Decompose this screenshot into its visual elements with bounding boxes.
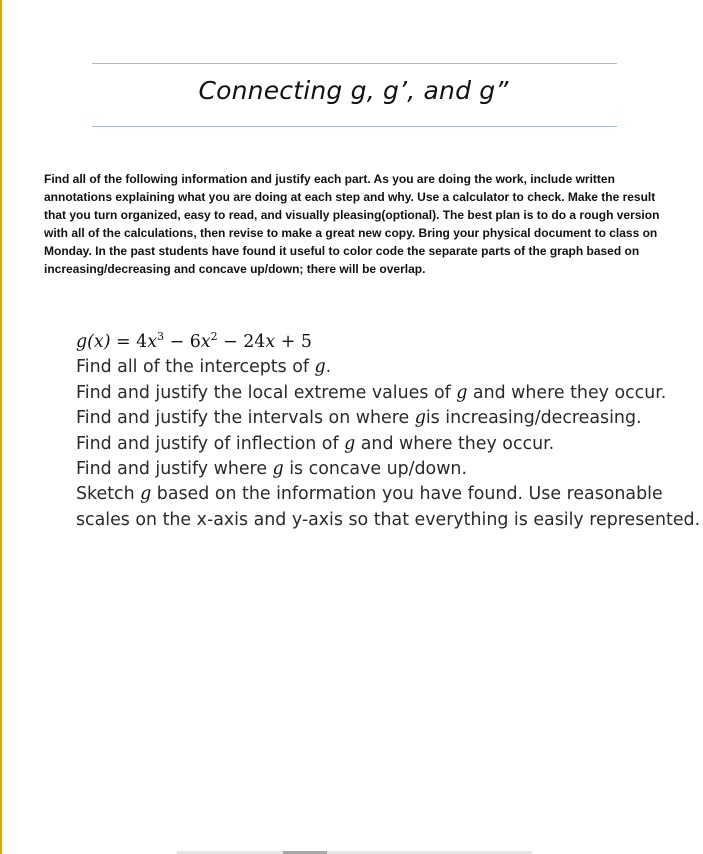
function-definition	[76, 324, 686, 355]
task-intervals-end: is increasing/decreasing.	[425, 408, 642, 429]
term3-var: x	[265, 332, 276, 352]
task-sketch	[76, 482, 686, 507]
task-intercepts-end: .	[325, 357, 332, 378]
task-intervals	[76, 406, 686, 431]
task-intercepts-text: Find all of the intercepts of	[76, 357, 315, 378]
function-lhs: g(x)	[76, 332, 111, 352]
task-sketch-var: g	[140, 484, 152, 505]
task-intercepts-var: g	[314, 357, 326, 378]
task-extreme-end: and where they occur.	[467, 382, 667, 403]
task-sketch-end: based on the information you have found. Use reasonable	[151, 484, 663, 505]
term1-exponent: 3	[157, 330, 165, 343]
title-rule-bottom	[92, 126, 617, 127]
task-extreme-var: g	[456, 382, 468, 403]
term2-exponent: 2	[210, 330, 218, 343]
term1-coef: 4	[136, 332, 148, 352]
function-equals: =	[110, 332, 137, 352]
term3-coef: 24	[243, 332, 266, 352]
title-rule-top	[92, 63, 617, 64]
operator-3: +	[275, 332, 301, 352]
term1-var: x	[147, 332, 158, 352]
task-concavity	[76, 457, 686, 482]
task-inflection-end: and where they occur.	[355, 433, 555, 454]
document-title: Connecting g, g’, and g”	[198, 76, 509, 105]
task-concave-text: Find and justify where	[76, 459, 273, 480]
term2-var: x	[200, 332, 211, 352]
task-intercepts	[76, 355, 686, 380]
instructions-paragraph: Find all of the following information and justify each part. As you are doing the work, include written annotations explaining what you are doing at each step and why. Use a calculator to check. Make the result that you turn organized, easy to read, and visually pleasing(optional). The best plan is to do a rough version with all of the calculations, then revise to make a great new copy. Bring your physical document to class on Monday. In the past students have found it useful to color code the separate parts of the graph based on increasing/decreasing and concave up/down; there will be overlap.	[44, 172, 660, 276]
term2-coef: 6	[189, 332, 201, 352]
task-list	[76, 324, 701, 533]
term4-constant: 5	[300, 332, 312, 352]
operator-2: −	[217, 332, 244, 352]
task-sketch-text: Sketch	[76, 484, 141, 505]
task-inflection-var: g	[344, 433, 356, 454]
task-intervals-text: Find and justify the intervals on where	[76, 408, 415, 429]
task-extreme-values	[76, 381, 686, 406]
task-sketch-continued: scales on the x-axis and y-axis so that everything is easily represented.	[76, 509, 701, 530]
task-inflection-text: Find and justify of inflection of	[76, 433, 345, 454]
task-concave-end: is concave up/down.	[283, 459, 467, 480]
operator-1: −	[164, 332, 190, 352]
task-inflection	[76, 432, 686, 457]
task-intervals-var: g	[414, 408, 426, 429]
task-concave-var: g	[272, 459, 284, 480]
task-extreme-text: Find and justify the local extreme values of	[76, 382, 457, 403]
